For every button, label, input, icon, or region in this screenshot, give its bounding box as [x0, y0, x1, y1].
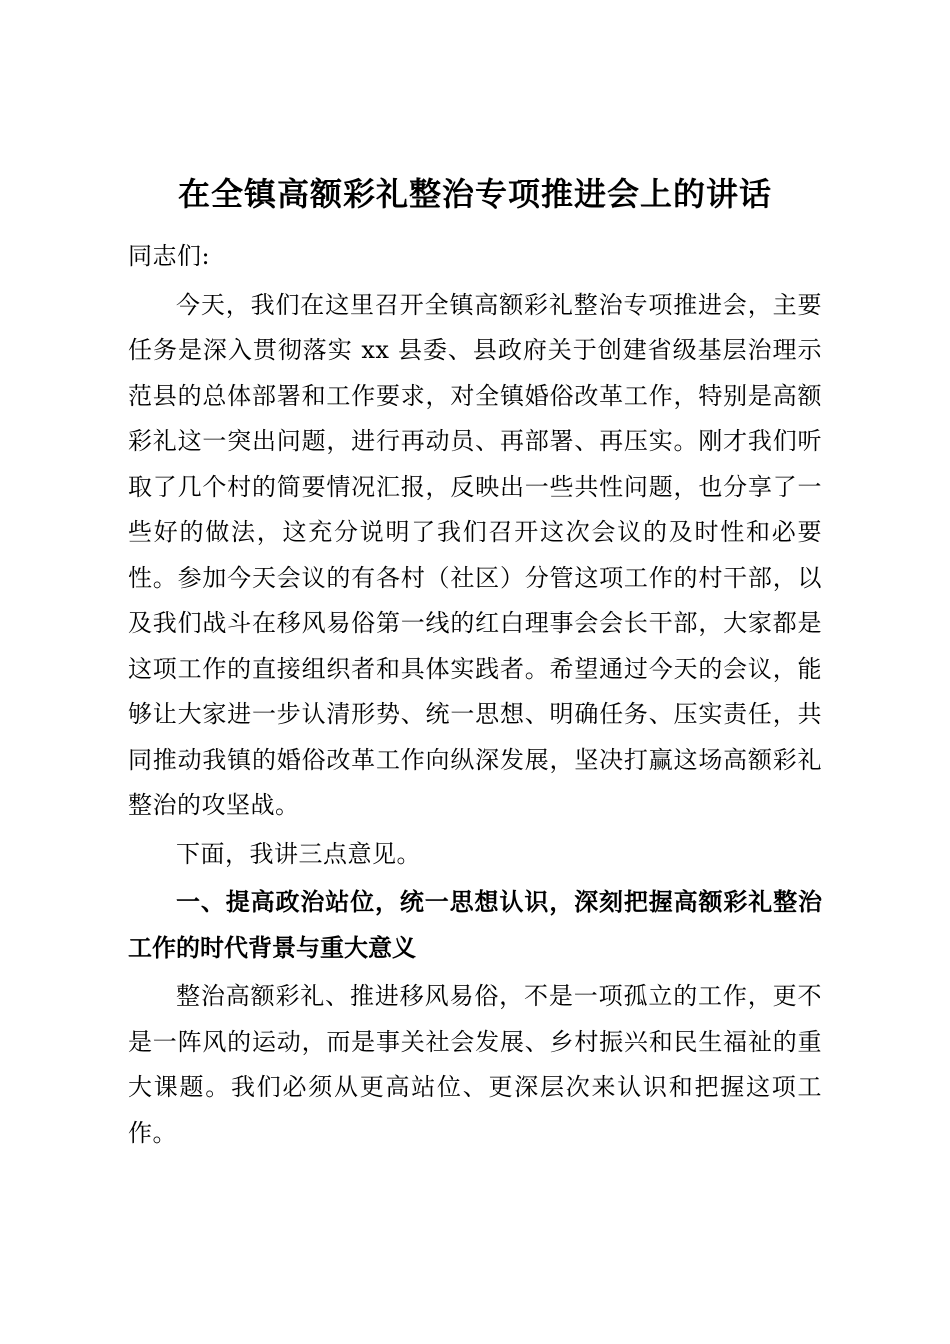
- section-heading-1: 一、提高政治站位，统一思想认识，深刻把握高额彩礼整治工作的时代背景与重大意义: [128, 888, 822, 962]
- document-body: [128, 168, 822, 1156]
- document-title: 在全镇高额彩礼整治专项推进会上的讲话: [177, 175, 772, 213]
- section-1-paragraph: 整治高额彩礼、推进移风易俗，不是一项孤立的工作，更不是一阵风的运动，而是事关社会发展、乡村振兴和民生福祉的重大课题。我们必须从更高站位、更深层次来认识和把握这项工作。: [128, 982, 822, 1147]
- transition-paragraph: 下面，我讲三点意见。: [176, 839, 421, 868]
- salutation: 同志们:: [128, 242, 211, 270]
- intro-paragraph: 今天，我们在这里召开全镇高额彩礼整治专项推进会，主要任务是深入贯彻落实 xx 县委、县政府关于创建省级基层治理示范县的总体部署和工作要求，对全镇婚俗改革工作，特别是高额彩礼这一突出问题，进行再动员、再部署、再压实。刚才我们听取了几个村的简要情况汇报，反映出一些共性问题，也分享了一些好的做法，这充分说明了我们召开这次会议的及时性和必要性。参加今天会议的有各村（社区）分管这项工作的村干部，以及我们战斗在移风易俗第一线的红白理事会会长干部，大家都是这项工作的直接组织者和具体实践者。希望通过今天的会议，能够让大家进一步认清形势、统一思想、明确任务、压实责任，共同推动我镇的婚俗改革工作向纵深发展，坚决打赢这场高额彩礼整治的攻坚战。: [128, 290, 822, 819]
